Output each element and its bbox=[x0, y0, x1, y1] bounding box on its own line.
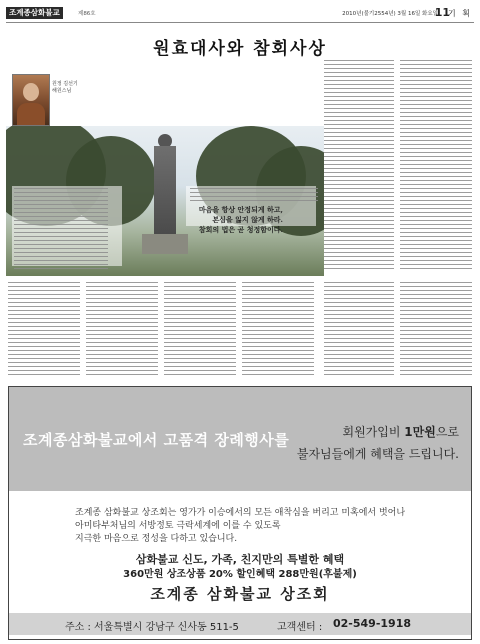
page-number: 11 bbox=[434, 6, 450, 19]
issue-number: 제86호 bbox=[78, 11, 96, 17]
ad-price-line: 360만원 상조상품 20% 할인혜택 288만원(후불제) bbox=[123, 569, 357, 580]
ad-body-line: 조계종 삼화불교 상조회는 영가가 이승에서의 모든 애착심을 버리고 미혹에서 벗어나 bbox=[75, 508, 406, 518]
article-column bbox=[190, 188, 318, 204]
ad-body-line: 지극한 마음으로 정성을 다하고 있습니다. bbox=[75, 534, 238, 544]
newspaper-header bbox=[6, 6, 474, 23]
ad-footer bbox=[9, 613, 471, 635]
section-name: 기 획 bbox=[448, 9, 472, 18]
issue-date: 2010년(불기2554년) 3월 16일 화요일 bbox=[342, 11, 438, 17]
ad-phone-label: 고객센터 : bbox=[277, 622, 323, 633]
article-column bbox=[324, 60, 394, 272]
article-column bbox=[400, 282, 472, 378]
article-column bbox=[400, 60, 472, 272]
funeral-service-ad bbox=[8, 386, 472, 640]
paper-name: 조계종삼화불교 bbox=[6, 7, 63, 19]
ad-address: 주소 : 서울특별시 강남구 신사동 511-5 bbox=[65, 622, 239, 633]
article-title: 원효대사와 참회사상 bbox=[153, 39, 327, 59]
pull-quote-line: 본심을 잃지 않게 하라. bbox=[212, 215, 283, 224]
ad-membership-fee: 회원가입비 1만원으로 bbox=[342, 425, 459, 439]
article-column bbox=[324, 282, 394, 378]
ad-phone-number: 02-549-1918 bbox=[333, 617, 412, 630]
pull-quote-line: 마음을 항상 안정되게 하고, bbox=[198, 205, 283, 214]
article-column bbox=[8, 282, 80, 378]
article-column bbox=[164, 282, 236, 378]
ad-headline: 조계종삼화불교에서 고품격 장례행사를 bbox=[23, 431, 290, 449]
article-column bbox=[14, 188, 108, 270]
author-portrait bbox=[12, 74, 50, 126]
ad-benefit-note: 불자님들에게 혜택을 드립니다. bbox=[296, 447, 459, 461]
author-name: 원정 김선기 bbox=[52, 81, 78, 87]
pull-quote bbox=[163, 205, 283, 235]
ad-org-name: 조계종 삼화불교 상조회 bbox=[150, 585, 330, 603]
author-title: 해원스님 bbox=[52, 88, 72, 94]
ad-body-line: 아미타부처님의 서방정토 극락세계에 이를 수 있도록 bbox=[75, 521, 281, 531]
article-column bbox=[242, 282, 314, 378]
pull-quote-line: 참회의 법은 곧 청정함이다. bbox=[198, 225, 283, 234]
article-column bbox=[86, 282, 158, 378]
ad-benefit-line: 삼화불교 신도, 가족, 친지만의 특별한 혜택 bbox=[135, 553, 345, 566]
